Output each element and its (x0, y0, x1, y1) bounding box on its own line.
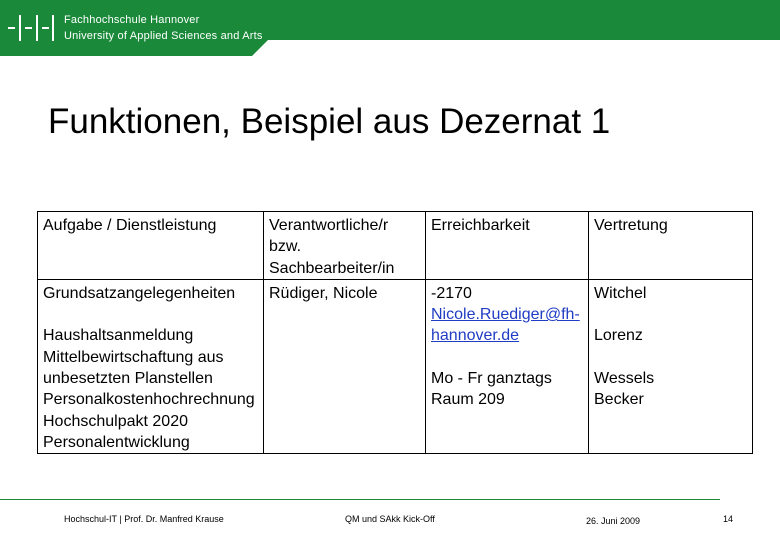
task-item: Mittelbewirtschaftung aus (43, 348, 224, 366)
page-number: 14 (723, 514, 734, 524)
footer-date: 26. Juni 2009 (586, 516, 641, 526)
footer-divider (0, 499, 720, 500)
header-text: Aufgabe / Dienstleistung (43, 217, 217, 234)
task-item: Personalkostenhochrechnung (43, 391, 255, 409)
cell-erreichbarkeit (426, 279, 589, 453)
header-vertretung (589, 212, 753, 280)
header-text: Verantwortliche/r (269, 217, 389, 234)
cell-aufgabe (38, 279, 264, 453)
office-hours: Mo - Fr ganztags (431, 370, 552, 388)
responsibility-table (37, 211, 753, 454)
header-verantwortlich (264, 212, 426, 280)
header-banner (0, 0, 780, 56)
header-text: Vertretung (594, 217, 668, 234)
cell-verantwortlich (264, 279, 426, 453)
task-item: Haushaltsanmeldung (43, 327, 194, 345)
task-item: Personalentwicklung (43, 433, 190, 451)
deputy-name: Becker (594, 391, 644, 409)
brand-name: Fachhochschule Hannover (64, 14, 200, 26)
brand-subtitle: University of Applied Sciences and Arts (64, 30, 263, 42)
header-text: Erreichbarkeit (431, 217, 530, 234)
footer-author: Hochschul-IT | Prof. Dr. Manfred Krause (64, 514, 224, 524)
email-link[interactable]: Nicole.Ruediger@fh- (431, 306, 580, 324)
phone-extension: -2170 (431, 284, 472, 302)
header-aufgabe (38, 212, 264, 280)
table-header-row (38, 212, 753, 280)
person-name: Rüdiger, Nicole (269, 284, 378, 302)
email-link-continued[interactable]: hannover.de (431, 327, 520, 345)
deputy-name: Witchel (594, 284, 647, 302)
room-number: Raum 209 (431, 391, 505, 409)
header-text: bzw. (269, 238, 302, 256)
task-item: Hochschulpakt 2020 (43, 412, 188, 430)
banner-background (0, 0, 780, 56)
task-item: Grundsatzangelegenheiten (43, 284, 236, 302)
slide-title: Funktionen, Beispiel aus Dezernat 1 (48, 102, 611, 141)
fh-logo (8, 13, 54, 43)
table-row (38, 279, 753, 453)
deputy-name: Wessels (594, 370, 655, 388)
task-item: unbesetzten Planstellen (43, 370, 213, 388)
header-text: Sachbearbeiter/in (269, 259, 395, 277)
footer-event: QM und SAkk Kick-Off (345, 514, 435, 524)
deputy-name: Lorenz (594, 327, 643, 345)
header-erreichbarkeit (426, 212, 589, 280)
cell-vertretung (589, 279, 753, 453)
